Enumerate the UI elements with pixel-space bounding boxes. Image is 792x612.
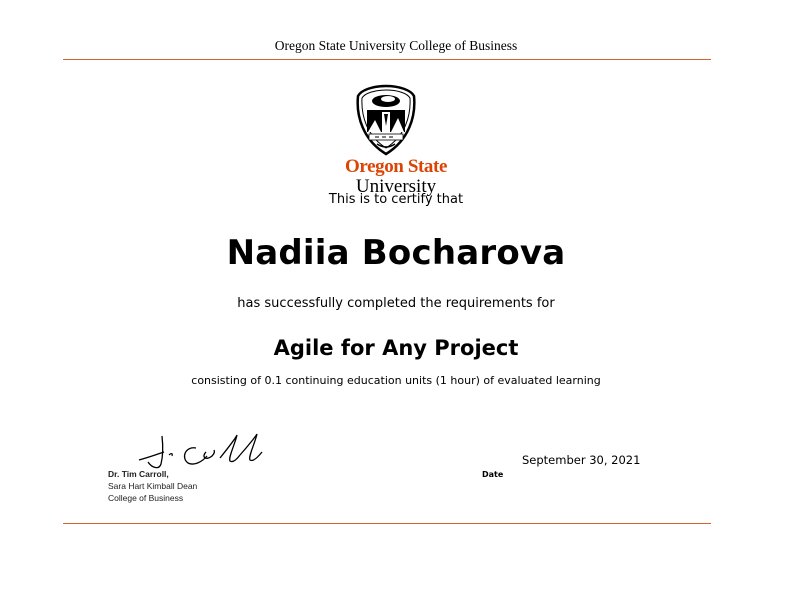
top-divider (63, 59, 711, 60)
wordmark-university: University (355, 176, 437, 197)
course-title: Agile for Any Project (273, 336, 519, 360)
wordmark-oregon-state: Oregon State (345, 156, 447, 177)
signatory-title: Sara Hart Kimball Dean (108, 481, 198, 491)
certify-intro: This is to certify that (328, 192, 464, 207)
credit-details: consisting of 0.1 continuing education units (1 hour) of evaluated learning (191, 374, 601, 387)
completion-date: September 30, 2021 (522, 453, 641, 467)
signatory-unit: College of Business (108, 493, 184, 503)
signatory-name: Dr. Tim Carroll, (108, 469, 169, 479)
osu-seal-icon (355, 84, 417, 156)
completion-statement: has successfully completed the requirements for (237, 296, 555, 311)
date-label: Date (482, 470, 504, 479)
signatory-block (108, 468, 197, 504)
recipient-name: Nadiia Bocharova (226, 233, 566, 273)
header-title: Oregon State University College of Business (274, 38, 518, 53)
bottom-divider (63, 523, 711, 524)
